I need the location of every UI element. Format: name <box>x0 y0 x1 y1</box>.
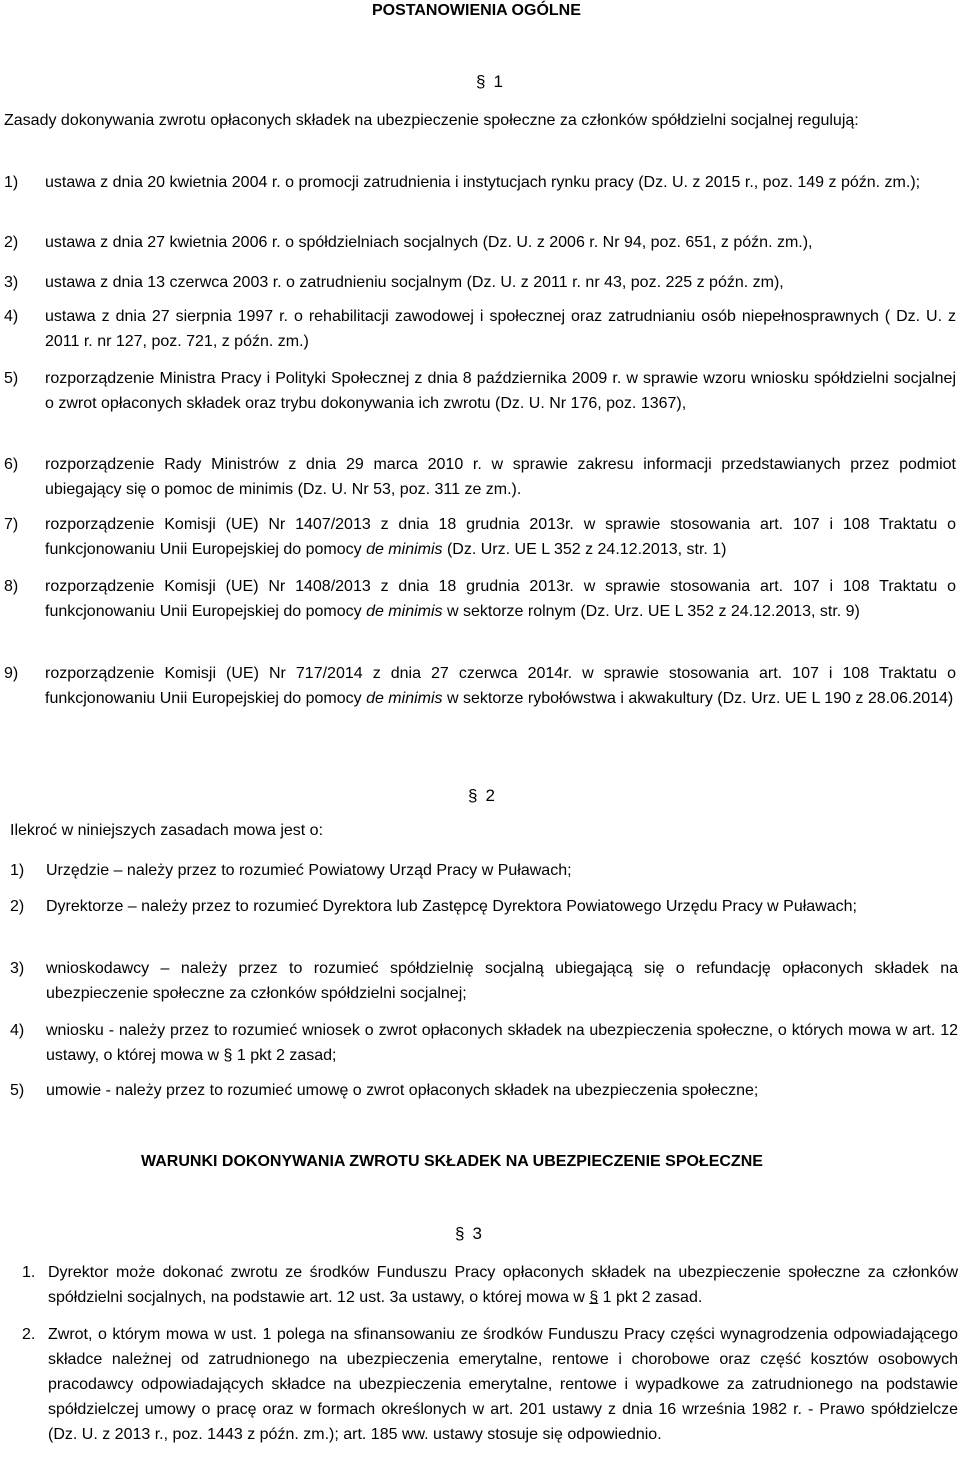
list-text-emphasis: de minimis <box>366 690 443 707</box>
list-number: 2) <box>10 898 25 915</box>
section-sign: § <box>468 786 478 805</box>
list-number: 7) <box>4 516 19 533</box>
list-text-underlined: § <box>589 1289 599 1306</box>
list-item <box>4 366 956 416</box>
list-item <box>4 304 956 354</box>
list-text: umowie - należy przez to rozumieć umowę o zwrot opłaconych składek na ubezpieczenia społeczne; <box>46 1082 759 1099</box>
list-text-part: rozporządzenie Komisji (UE) Nr 1407/2013 z dnia 18 grudnia 2013r. w sprawie stosowania art. 107 i 108 Traktatu o funkcjonowaniu Unii Europejskiej do pomocy <box>45 516 956 558</box>
list-text: ustawa z dnia 13 czerwca 2003 r. o zatrudnieniu socjalnym (Dz. U. z 2011 r. nr 43, poz. 225 z późn. zm), <box>45 274 784 291</box>
list-number: 1. <box>22 1264 36 1281</box>
list-text: Urzędzie – należy przez to rozumieć Powiatowy Urząd Pracy w Puławach; <box>46 862 572 879</box>
list-text-part: rozporządzenie Komisji (UE) Nr 1408/2013 z dnia 18 grudnia 2013r. w sprawie stosowania art. 107 i 108 Traktatu o funkcjonowaniu Unii Europejskiej do pomocy <box>45 578 956 620</box>
list-text: rozporządzenie Rady Ministrów z dnia 29 marca 2010 r. w sprawie zakresu informacji przedstawianych przez podmiot ubiegający się o pomoc de minimis (Dz. U. Nr 53, poz. 311 ze zm.). <box>45 456 956 498</box>
list-text-part: rozporządzenie Komisji (UE) Nr 717/2014 z dnia 27 czerwca 2014r. w sprawie stosowania art. 107 i 108 Traktatu o funkcjonowaniu Unii Europejskiej do pomocy <box>45 665 956 707</box>
list-item <box>10 1078 958 1103</box>
list-number: 4) <box>10 1022 25 1039</box>
list-text: ustawa z dnia 27 kwietnia 2006 r. o spółdzielniach socjalnych (Dz. U. z 2006 r. Nr 94, poz. 651, z późn. zm.), <box>45 234 813 251</box>
list-item <box>4 661 956 711</box>
heading-conditions: WARUNKI DOKONYWANIA ZWROTU SKŁADEK NA UBEZPIECZENIE SPOŁECZNE <box>141 1153 763 1170</box>
list-item <box>22 1322 958 1447</box>
list-number: 9) <box>4 665 19 682</box>
list-number: 3) <box>4 274 19 291</box>
list-text-emphasis: de minimis <box>366 541 443 558</box>
list-item <box>10 956 958 1006</box>
list-text: Dyrektorze – należy przez to rozumieć Dyrektora lub Zastępcę Dyrektora Powiatowego Urzędu Pracy w Puławach; <box>46 898 857 915</box>
list-text <box>45 512 956 562</box>
section-1-intro: Zasady dokonywania zwrotu opłaconych składek na ubezpieczenie społeczne za członków spółdzielni socjalnej regulują: <box>4 112 859 129</box>
heading-general-provisions: POSTANOWIENIA OGÓLNE <box>372 2 581 19</box>
list-text: wnioskodawcy – należy przez to rozumieć spółdzielnię socjalną ubiegającą się o refundację opłaconych składek na ubezpieczenie społeczne za członków spółdzielni socjalnej; <box>46 960 958 1002</box>
list-text-part: w sektorze rybołówstwa i akwakultury (Dz. Urz. UE L 190 z 28.06.2014) <box>442 690 954 707</box>
section-sign: § <box>455 1224 465 1243</box>
list-number: 6) <box>4 456 19 473</box>
list-item <box>22 1260 958 1310</box>
list-item <box>4 452 956 502</box>
list-text: ustawa z dnia 27 sierpnia 1997 r. o rehabilitacji zawodowej i społecznej oraz zatrudnianiu osób niepełnosprawnych ( Dz. U. z 2011 r. nr 127, poz. 721, z późn. zm.) <box>45 308 956 350</box>
list-text-part: 1 pkt 2 zasad. <box>598 1289 703 1306</box>
section-2-marker <box>468 786 495 806</box>
list-item <box>4 270 956 295</box>
list-item <box>4 170 956 195</box>
list-item <box>4 574 956 624</box>
list-text-part: w sektorze rolnym (Dz. Urz. UE L 352 z 24.12.2013, str. 9) <box>442 603 860 620</box>
list-item <box>10 894 958 919</box>
list-number: 1) <box>4 174 19 191</box>
section-number: 1 <box>493 72 503 91</box>
section-number: 2 <box>485 786 495 805</box>
list-text-part: Dyrektor może dokonać zwrotu ze środków Funduszu Pracy opłaconych składek na ubezpieczenie społeczne za członków spółdzielni socjalnych, na podstawie art. 12 ust. 3a ustawy, o której mowa w <box>48 1264 958 1306</box>
section-1-marker <box>476 72 503 92</box>
list-item <box>10 1018 958 1068</box>
list-text <box>45 661 956 711</box>
list-number: 8) <box>4 578 19 595</box>
list-number: 3) <box>10 960 25 977</box>
list-number: 5) <box>4 370 19 387</box>
list-number: 2) <box>4 234 19 251</box>
list-text-emphasis: de minimis <box>366 603 443 620</box>
list-text: wniosku - należy przez to rozumieć wniosek o zwrot opłaconych składek na ubezpieczenia społeczne, o których mowa w art. 12 ustawy, o której mowa w § 1 pkt 2 zasad; <box>46 1022 958 1064</box>
list-text: Zwrot, o którym mowa w ust. 1 polega na sfinansowaniu ze środków Funduszu Pracy części wynagrodzenia odpowiadającego składce należnej od zatrudnionego na ubezpieczenia emerytalne, rentowe i chorobowe oraz część kosztów osobowych pracodawcy odpowiadających składce na ubezpieczenia emerytalne, rentowe i wypadkowe za zatrudnionego na podstawie spółdzielczej umowy o pracę oraz w formach określonych w art. 201 ustawy z dnia 16 września 1982 r. - Prawo spółdzielcze (Dz. U. z 2013 r., poz. 1443 z późn. zm.); art. 185 ww. ustawy stosuje się odpowiednio. <box>48 1326 958 1443</box>
list-item <box>4 230 956 255</box>
list-number: 5) <box>10 1082 25 1099</box>
list-number: 2. <box>22 1326 36 1343</box>
section-number: 3 <box>472 1224 482 1243</box>
list-text: ustawa z dnia 20 kwietnia 2004 r. o promocji zatrudnienia i instytucjach rynku pracy (Dz. U. z 2015 r., poz. 149 z późn. zm.); <box>45 174 921 191</box>
list-number: 4) <box>4 308 19 325</box>
list-number: 1) <box>10 862 25 879</box>
list-text-part: (Dz. Urz. UE L 352 z 24.12.2013, str. 1) <box>442 541 727 558</box>
list-item <box>10 858 958 883</box>
section-sign: § <box>476 72 486 91</box>
section-2-intro: Ilekroć w niniejszych zasadach mowa jest o: <box>10 822 324 839</box>
list-item <box>4 512 956 562</box>
list-text <box>48 1260 958 1310</box>
list-text <box>45 574 956 624</box>
section-3-marker <box>455 1224 482 1244</box>
list-text: rozporządzenie Ministra Pracy i Polityki Społecznej z dnia 8 października 2009 r. w sprawie wzoru wniosku spółdzielni socjalnej o zwrot opłaconych składek oraz trybu dokonywania ich zwrotu (Dz. U. Nr 176, poz. 1367), <box>45 370 956 412</box>
